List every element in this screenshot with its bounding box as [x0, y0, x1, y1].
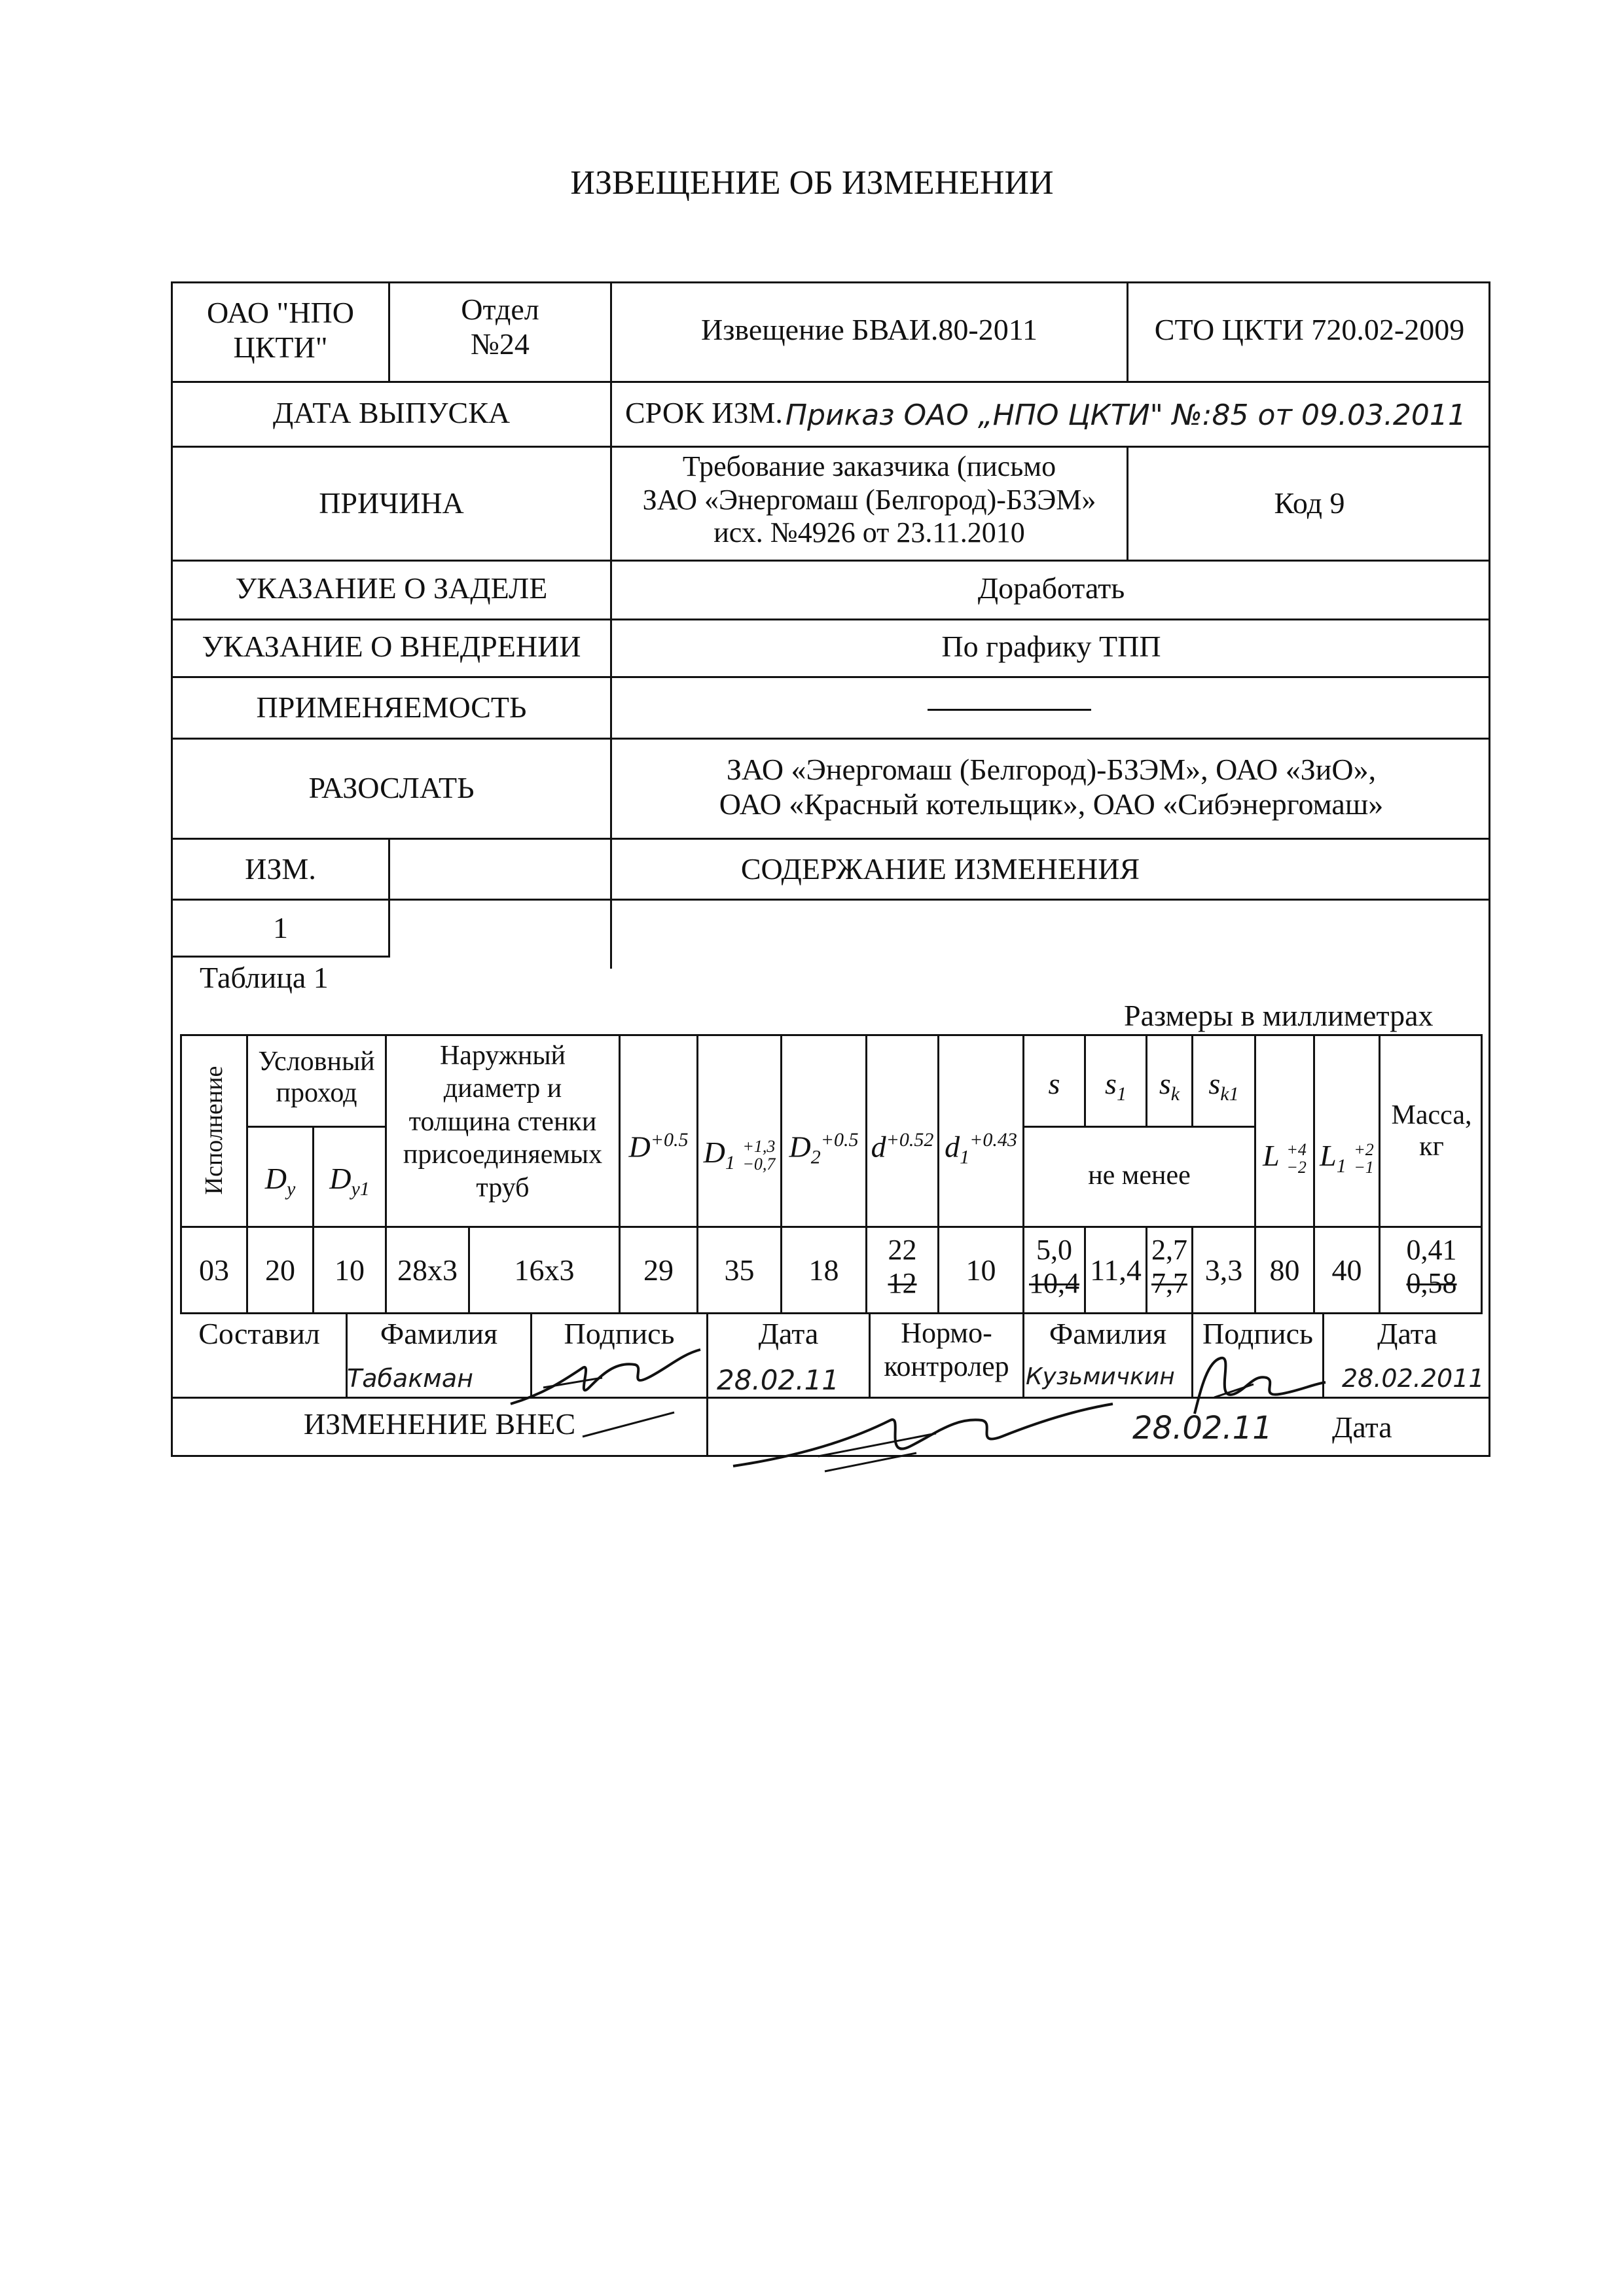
col-header-outer-diameter: Наружный диаметр и толщина стенки присоединяемых труб [403, 1041, 603, 1203]
cell-dy: 20 [265, 1253, 295, 1287]
cell-mass: 0,41 0,58 [1406, 1234, 1457, 1299]
cell-D: 29 [643, 1253, 674, 1287]
cell-pipe1: 28x3 [397, 1253, 458, 1287]
cell-D1: 35 [724, 1253, 755, 1287]
divider [171, 446, 1490, 448]
applicability-label: ПРИМЕНЯЕМОСТЬ [256, 691, 527, 724]
controller-name-handwritten: Кузьмичкин [1026, 1363, 1175, 1390]
divider [171, 899, 1490, 901]
divider [171, 738, 1490, 740]
change-deadline-label: СРОК ИЗМ. [625, 396, 783, 429]
change-number-label: ИЗМ. [245, 852, 316, 886]
send-label: РАЗОСЛАТЬ [308, 771, 475, 804]
col-header-not-less: не менее [1088, 1160, 1191, 1191]
col-header-d1: $d_1^{+0.43}$ [945, 1129, 1017, 1168]
col-header-d: $d^{+0.52}$ [871, 1129, 934, 1164]
divider [171, 956, 390, 958]
change-number-value: 1 [273, 911, 288, 944]
cell-sk: 2,7 7,7 [1151, 1234, 1187, 1299]
divider [171, 676, 1490, 678]
reason-code: Код 9 [1274, 486, 1345, 520]
col-header-D: $D^{+0.5}$ [628, 1129, 689, 1164]
col-header-sk1: $s_{k1}$ [1208, 1067, 1239, 1105]
signature2-label: Подпись [1202, 1317, 1313, 1350]
cell-dy1: 10 [334, 1253, 365, 1287]
col-header-s: s [1048, 1067, 1060, 1100]
date2-label: Дата [1377, 1317, 1437, 1350]
col-header-L: L +4 −2 [1263, 1139, 1307, 1177]
col-header-mass: Масса, кг [1391, 1100, 1472, 1162]
col-header-dy1: $D_{y1}$ [329, 1162, 370, 1200]
change-content-label: СОДЕРЖАНИЕ ИЗМЕНЕНИЯ [740, 852, 1140, 886]
cell-D2: 18 [808, 1253, 839, 1287]
cell-execution: 03 [199, 1253, 229, 1287]
table-units: Размеры в миллиметрах [1124, 999, 1434, 1032]
compiled-label: Составил [198, 1317, 320, 1350]
standard-number: СТО ЦКТИ 720.02-2009 [1154, 313, 1465, 346]
col-header-D2: $D_2^{+0.5}$ [789, 1129, 859, 1168]
department: Отдел №24 [461, 293, 539, 361]
surname-label: Фамилия [380, 1317, 498, 1350]
controller-date-handwritten: 28.02.2011 [1342, 1364, 1485, 1393]
reason-label: ПРИЧИНА [319, 486, 464, 520]
signature-label: Подпись [564, 1317, 675, 1350]
divider [1022, 1126, 1254, 1128]
divider [246, 1126, 385, 1128]
col-header-execution: Исполнение [200, 1066, 228, 1195]
divider [171, 619, 1490, 620]
applicability-dash [928, 709, 1091, 711]
divider [171, 560, 1490, 562]
surname2-label: Фамилия [1049, 1317, 1167, 1350]
date-label: Дата [758, 1317, 819, 1350]
backlog-value: Доработать [977, 571, 1125, 605]
col-header-dy: $D_y$ [264, 1162, 296, 1200]
cell-pipe2: 16x3 [514, 1253, 575, 1287]
change-by-label: ИЗМЕНЕНИЕ ВНЕС [303, 1407, 576, 1441]
issue-date-label: ДАТА ВЫПУСКА [272, 396, 511, 429]
cell-d: 22 12 [888, 1234, 917, 1299]
change-by-signature [720, 1394, 1126, 1479]
table-caption: Таблица 1 [200, 961, 329, 994]
implementation-value: По графику ТПП [941, 630, 1161, 663]
cell-s1: 11,4 [1090, 1253, 1142, 1287]
compiler-signature [504, 1342, 720, 1414]
cell-d1: 10 [965, 1253, 996, 1287]
divider [171, 381, 1490, 383]
document-title: ИЗВЕЩЕНИЕ ОБ ИЗМЕНЕНИИ [570, 164, 1054, 202]
change-deadline-handwritten: Приказ ОАО „НПО ЦКТИ" №:85 от 09.03.2011 [785, 399, 1466, 432]
compiler-date-handwritten: 28.02.11 [717, 1364, 840, 1396]
compiler-name-handwritten: Табакман [347, 1364, 473, 1393]
implementation-label: УКАЗАНИЕ О ВНЕДРЕНИИ [202, 630, 581, 663]
org-name: ОАО "НПО ЦКТИ" [206, 296, 354, 364]
notice-number: Извещение БВАИ.80-2011 [701, 313, 1038, 346]
divider [180, 1226, 1483, 1228]
col-header-L1: $L_1$ +2 −1 [1320, 1139, 1374, 1177]
cell-sk1: 3,3 [1204, 1253, 1243, 1287]
cell-L: 80 [1269, 1253, 1300, 1287]
divider [171, 838, 1490, 840]
col-header-sk: $s_k$ [1159, 1067, 1180, 1105]
backlog-label: УКАЗАНИЕ О ЗАДЕЛЕ [235, 571, 548, 605]
send-list: ЗАО «Энергомаш (Белгород)-БЗЭМ», ОАО «ЗиО», ОАО «Красный котельщик», ОАО «Сибэнергомаш» [719, 753, 1384, 821]
date3-label: Дата [1332, 1410, 1392, 1444]
col-header-D1: $D_1$ +1,3 −0,7 [703, 1136, 776, 1174]
change-by-date-handwritten: 28.02.11 [1132, 1410, 1272, 1446]
reason-text: Требование заказчика (письмо ЗАО «Энергомаш (Белгород)-БЗЭМ» исх. №4926 от 23.11.2010 [642, 450, 1096, 549]
cell-s: 5,0 10,4 [1029, 1234, 1079, 1299]
col-header-s1: $s_1$ [1105, 1067, 1127, 1105]
norm-controller-label: Нормо- контролер [884, 1317, 1009, 1382]
col-header-nominal-bore: Условный проход [258, 1047, 375, 1109]
pen-stroke [576, 1407, 681, 1440]
cell-L1: 40 [1331, 1253, 1362, 1287]
